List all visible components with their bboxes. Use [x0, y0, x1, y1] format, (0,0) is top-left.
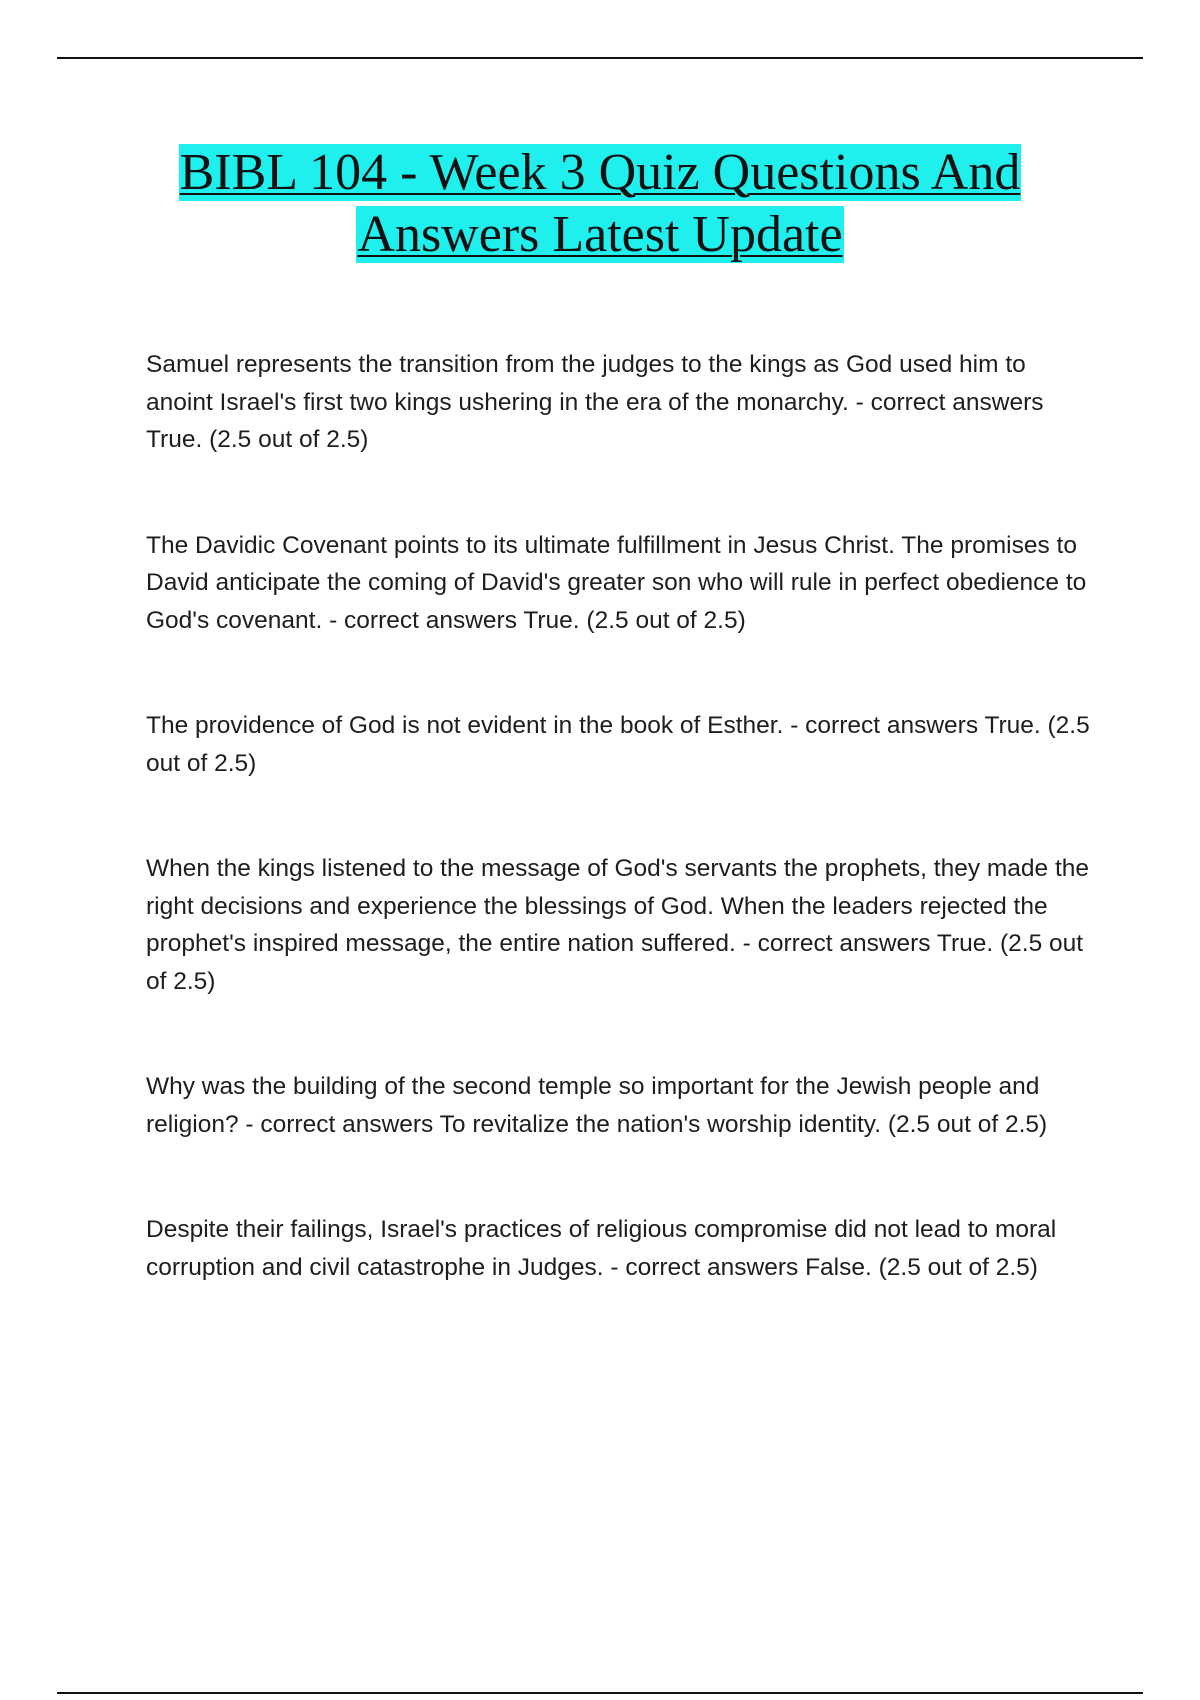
- qa-item-1: Samuel represents the transition from the judges to the kings as God used him to anoint Israel's first two kings ushering in the era of the monarchy. - correct answers True. (2.5 out of 2.5): [146, 351, 1044, 453]
- qa-item-6: Despite their failings, Israel's practices of religious compromise did not lead to moral corruption and civil catastrophe in Judges. - correct answers False. (2.5 out of 2.5): [146, 1216, 1057, 1281]
- qa-item-5: Why was the building of the second temple so important for the Jewish people and religion? - correct answers To revitalize the nation's worship identity. (2.5 out of 2.5): [146, 1073, 1048, 1138]
- qa-item-4: When the kings listened to the message of God's servants the prophets, they made the right decisions and experience the blessings of God. When the leaders rejected the prophet's inspired message, the entire nation suffered. - correct answers True. (2.5 out of 2.5): [146, 855, 1090, 995]
- title-block: [100, 142, 1100, 266]
- page-title-text: BIBL 104 - Week 3 Quiz Questions And Answers Latest Update: [179, 144, 1021, 263]
- qa-item-2: The Davidic Covenant points to its ultimate fulfillment in Jesus Christ. The promises to David anticipate the coming of David's greater son who will rule in perfect obedience to God's covenant. - correct answers True. (2.5 out of 2.5): [146, 531, 1087, 634]
- top-divider: [57, 57, 1143, 59]
- qa-list: [146, 346, 1096, 1286]
- bottom-divider: [57, 1692, 1143, 1694]
- qa-item-3: The providence of God is not evident in the book of Esther. - correct answers True. (2.5 out of 2.5): [146, 712, 1090, 777]
- page-title: [100, 142, 1100, 266]
